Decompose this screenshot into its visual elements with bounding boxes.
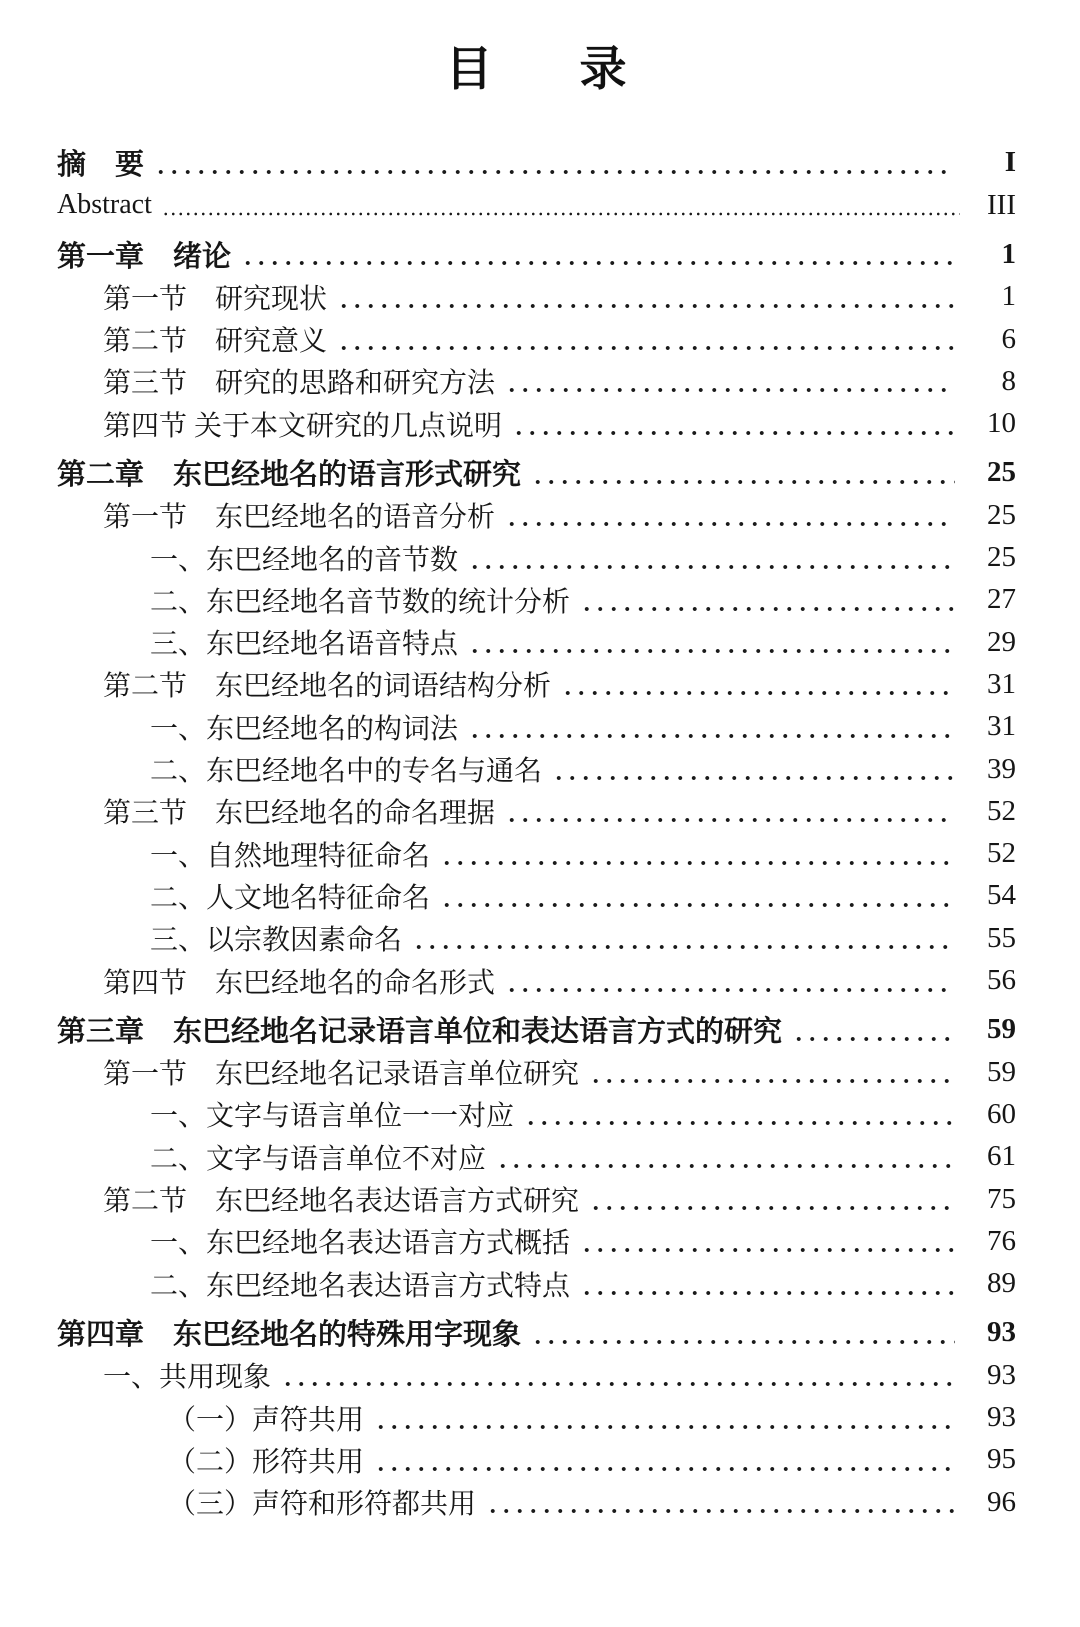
toc-entry-text: 第三章 东巴经地名记录语言单位和表达语言方式的研究: [57, 1016, 783, 1049]
dot-leader: [440, 833, 955, 875]
dot-leader: [337, 318, 955, 360]
toc-entry-text: 第三节 东巴经地名的命名理据: [103, 798, 496, 830]
toc-entry-text: 第二章 东巴经地名的语言形式研究: [57, 459, 522, 492]
toc-entry-page: 25: [987, 541, 1016, 574]
toc-entry-text: 第二节 东巴经地名的词语结构分析: [103, 671, 552, 703]
dot-leader: [531, 452, 955, 494]
toc-entry: [57, 1439, 1016, 1481]
toc-entry-text: 三、以宗教因素命名: [150, 925, 403, 957]
toc-entry-text: 二、东巴经地名音节数的统计分析: [150, 586, 571, 618]
toc-entry-page: 52: [987, 837, 1016, 870]
dot-leader: [468, 536, 955, 578]
toc-entry: [57, 1009, 1016, 1051]
toc-entry-page: 61: [987, 1140, 1016, 1173]
toc-entry: [57, 875, 1016, 917]
toc-entry-page: 6: [1001, 322, 1016, 355]
toc-entry-text: 第一节 东巴经地名记录语言单位研究: [103, 1059, 580, 1091]
toc-entry-page: 25: [987, 456, 1016, 489]
dot-leader: [440, 875, 955, 917]
dot-leader: [580, 1262, 955, 1304]
toc-entry-text: 第一节 东巴经地名的语音分析: [103, 502, 496, 534]
toc-entry: [57, 1481, 1016, 1523]
toc-entry-text: 二、文字与语言单位不对应: [150, 1143, 487, 1175]
toc-entry-page: 52: [987, 794, 1016, 827]
toc-entry: [57, 360, 1016, 402]
toc-entry-text: 二、东巴经地名中的专名与通名: [150, 756, 543, 788]
dot-leader: [589, 1051, 955, 1093]
toc-entry: [57, 1396, 1016, 1438]
toc-entry-page: III: [987, 188, 1016, 221]
toc-entry: [57, 1051, 1016, 1093]
toc-entry-page: 29: [987, 625, 1016, 658]
dot-leader: [552, 748, 955, 790]
toc-entry-page: 60: [987, 1097, 1016, 1130]
toc-entry-page: 1: [1001, 237, 1016, 270]
toc-entry-text: 第四节 东巴经地名的命名形式: [103, 967, 496, 999]
toc-entry-text: （二）形符共用: [168, 1446, 365, 1478]
toc-entry-page: 56: [987, 964, 1016, 997]
toc-entry: [57, 833, 1016, 875]
dot-leader: [512, 403, 955, 445]
dot-leader: [505, 360, 955, 402]
toc-entry: [57, 276, 1016, 318]
dot-leader: [496, 1136, 955, 1178]
toc-entry-page: 93: [987, 1401, 1016, 1433]
dot-leader: [468, 621, 955, 663]
toc-entry-text: 一、东巴经地名表达语言方式概括: [150, 1228, 571, 1260]
toc-entry: [57, 748, 1016, 790]
dot-leader: [589, 1178, 955, 1220]
toc-entry: [57, 917, 1016, 959]
toc-entry-text: （一）声符共用: [168, 1404, 365, 1436]
toc-entry: [57, 1093, 1016, 1135]
toc-entry: [57, 536, 1016, 578]
toc-entry-page: 95: [987, 1443, 1016, 1476]
toc-entry-text: 一、东巴经地名的构词法: [150, 713, 459, 745]
dot-leader: [374, 1439, 955, 1481]
dot-leader: [505, 959, 955, 1001]
toc-entry: [57, 1136, 1016, 1178]
dot-leader: [580, 1220, 955, 1262]
dot-leader: [162, 184, 960, 226]
toc-entry-page: 75: [987, 1182, 1016, 1215]
toc-entry: [57, 663, 1016, 705]
dot-leader: [486, 1481, 955, 1523]
toc-entry-text: 一、自然地理特征命名: [150, 840, 431, 872]
toc-entry: [57, 706, 1016, 748]
toc-entry-page: 31: [987, 667, 1016, 700]
page-title: 目 录: [445, 42, 628, 95]
toc-entry: [57, 184, 1016, 226]
toc-entry: [57, 1220, 1016, 1262]
toc-entry-text: 第一节 研究现状: [103, 283, 328, 315]
toc-entry: [57, 1262, 1016, 1304]
toc-entry-page: I: [1004, 146, 1016, 179]
toc-entry: [57, 579, 1016, 621]
dot-leader: [154, 142, 955, 184]
toc-entry-page: 89: [987, 1267, 1016, 1300]
dot-leader: [337, 276, 955, 318]
toc-entry-text: 第四节 关于本文研究的几点说明: [103, 410, 503, 442]
dot-leader: [468, 706, 955, 748]
toc-entry: [57, 452, 1016, 494]
toc-entry-text: 一、共用现象: [103, 1362, 272, 1394]
toc-entry: [57, 403, 1016, 445]
toc-entry-text: Abstract: [57, 189, 152, 221]
dot-leader: [561, 663, 955, 705]
toc-entry: [57, 790, 1016, 832]
dot-leader: [412, 917, 955, 959]
toc-entry-text: 第一章 绪论: [57, 240, 232, 273]
toc-entry-text: 一、东巴经地名的音节数: [150, 544, 459, 576]
toc-entry: [57, 494, 1016, 536]
toc-entry-page: 55: [987, 921, 1016, 954]
dot-leader: [505, 494, 955, 536]
toc-entry-text: 第三节 研究的思路和研究方法: [103, 368, 496, 400]
dot-leader: [524, 1093, 955, 1135]
toc-entry-text: 二、人文地名特征命名: [150, 882, 431, 914]
dot-leader: [580, 579, 955, 621]
dot-leader: [281, 1354, 955, 1396]
toc-entry: [57, 1354, 1016, 1396]
toc-entry-text: 第二节 研究意义: [103, 326, 328, 358]
dot-leader: [374, 1396, 955, 1438]
dot-leader: [241, 233, 955, 275]
toc-entry-text: 一、文字与语言单位一一对应: [150, 1101, 515, 1133]
toc-entry-text: 摘 要: [57, 149, 145, 182]
toc-list: [57, 142, 1016, 1524]
toc-entry-page: 59: [987, 1013, 1016, 1046]
toc-entry-page: 76: [987, 1224, 1016, 1257]
toc-entry-page: 93: [987, 1316, 1016, 1349]
toc-entry: [57, 1312, 1016, 1354]
dot-leader: [505, 790, 955, 832]
toc-entry-page: 25: [987, 498, 1016, 531]
toc-entry-page: 31: [987, 710, 1016, 743]
toc-entry: [57, 233, 1016, 275]
dot-leader: [792, 1009, 955, 1051]
toc-entry: [57, 142, 1016, 184]
toc-entry-page: 27: [987, 583, 1016, 616]
dot-leader: [531, 1312, 955, 1354]
toc-entry-text: 第二节 东巴经地名表达语言方式研究: [103, 1186, 580, 1218]
toc-entry-page: 59: [987, 1055, 1016, 1088]
toc-entry: [57, 621, 1016, 663]
toc-entry: [57, 318, 1016, 360]
toc-entry-page: 54: [987, 879, 1016, 912]
toc-entry-page: 10: [987, 407, 1016, 440]
toc-entry-page: 8: [1001, 364, 1016, 397]
toc-entry-text: 第四章 东巴经地名的特殊用字现象: [57, 1319, 522, 1352]
toc-entry-text: 三、东巴经地名语音特点: [150, 629, 459, 661]
toc-entry-page: 1: [1001, 280, 1016, 313]
toc-entry: [57, 1178, 1016, 1220]
toc-entry-page: 96: [987, 1485, 1016, 1518]
toc-entry-page: 93: [987, 1358, 1016, 1391]
toc-entry-text: （三）声符和形符都共用: [168, 1489, 477, 1521]
toc-entry-text: 二、东巴经地名表达语言方式特点: [150, 1270, 571, 1302]
toc-entry-page: 39: [987, 752, 1016, 785]
toc-entry: [57, 959, 1016, 1001]
